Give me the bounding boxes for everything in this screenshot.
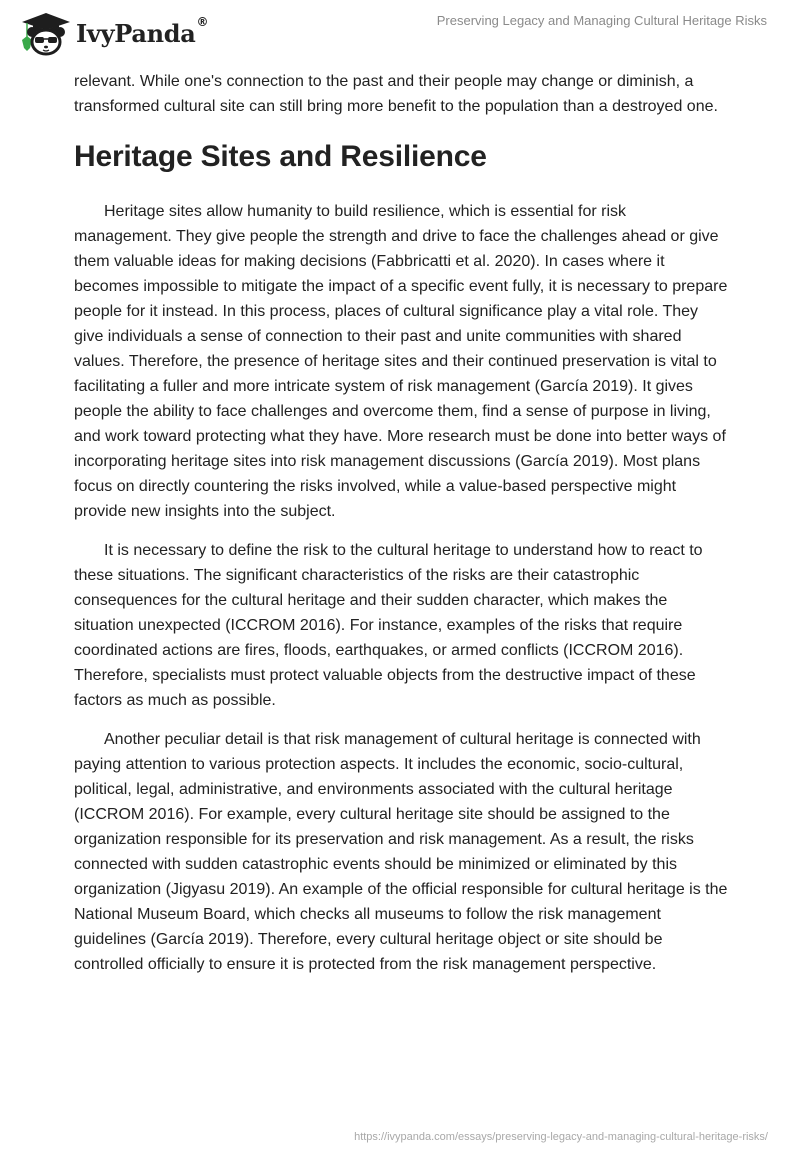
panda-graduation-cap-icon (16, 8, 72, 56)
source-url[interactable]: https://ivypanda.com/essays/preserving-legacy-and-managing-cultural-heritage-risks/ (354, 1131, 768, 1143)
paragraph-spacer (74, 524, 728, 538)
page-header (0, 0, 800, 60)
intro-continuation-paragraph: relevant. While one's connection to the past and their people may change or diminish, a transformed cultural site can still bring more benefit to the population than a destroyed one. (74, 73, 718, 115)
paragraph-spacer (74, 713, 728, 727)
body-paragraph: It is necessary to define the risk to the cultural heritage to understand how to react to these situations. The significant characteristics of the risks are their catastrophic consequences for the cultural heritage and their sudden character, which makes the situation unexpected (ICCROM 2016). For instance, examples of the risks that require coordinated actions are fires, floods, earthquakes, or armed conflicts (ICCROM 2016). Therefore, specialists must protect valuable objects from the destructive impact of these factors as much as possible. (74, 542, 703, 709)
body-paragraph: Heritage sites allow humanity to build resilience, which is essential for risk management. They give people the strength and drive to face the challenges ahead or give them valuable ideas for making decisions (Fabbricatti et al. 2020). In cases where it becomes impossible to mitigate the impact of a specific event fully, it is necessary to prepare people for it instead. In this process, places of cultural significance play a vital role. They give individuals a sense of connection to their past and unite communities with shared values. Therefore, the presence of heritage sites and their continued preservation is vital to facilitating a fuller and more intricate system of risk management (García 2019). It gives people the ability to face challenges and overcome them, find a sense of purpose in living, and work toward protecting what they have. More research must be done into better ways of incorporating heritage sites into risk management discussions (García 2019). Most plans focus on directly countering the risks involved, while a value-based perspective might provide new insights into the subject. (74, 203, 728, 520)
body-paragraph: Another peculiar detail is that risk management of cultural heritage is connected with paying attention to various protection aspects. It includes the economic, socio-cultural, political, legal, administrative, and environments associated with the cultural heritage (ICCROM 2016). For example, every cultural heritage site should be assigned to the organization responsible for its preservation and risk management. As a result, the risks connected with sudden catastrophic events should be minimized or eliminated by this organization (Jigyasu 2019). An example of the official responsible for cultural heritage is the National Museum Board, which checks all museums to follow the risk management guidelines (García 2019). Therefore, every cultural heritage object or site should be controlled officially to ensure it is protected from the risk management perspective. (74, 731, 728, 973)
brand-name: IvyPanda® (76, 14, 209, 48)
registered-mark: ® (196, 14, 209, 29)
document-title: Preserving Legacy and Managing Cultural Heritage Risks (436, 13, 767, 28)
essay-content (74, 69, 728, 977)
ivypanda-logo[interactable] (16, 8, 208, 56)
section-heading: Heritage Sites and Resilience (74, 140, 487, 173)
